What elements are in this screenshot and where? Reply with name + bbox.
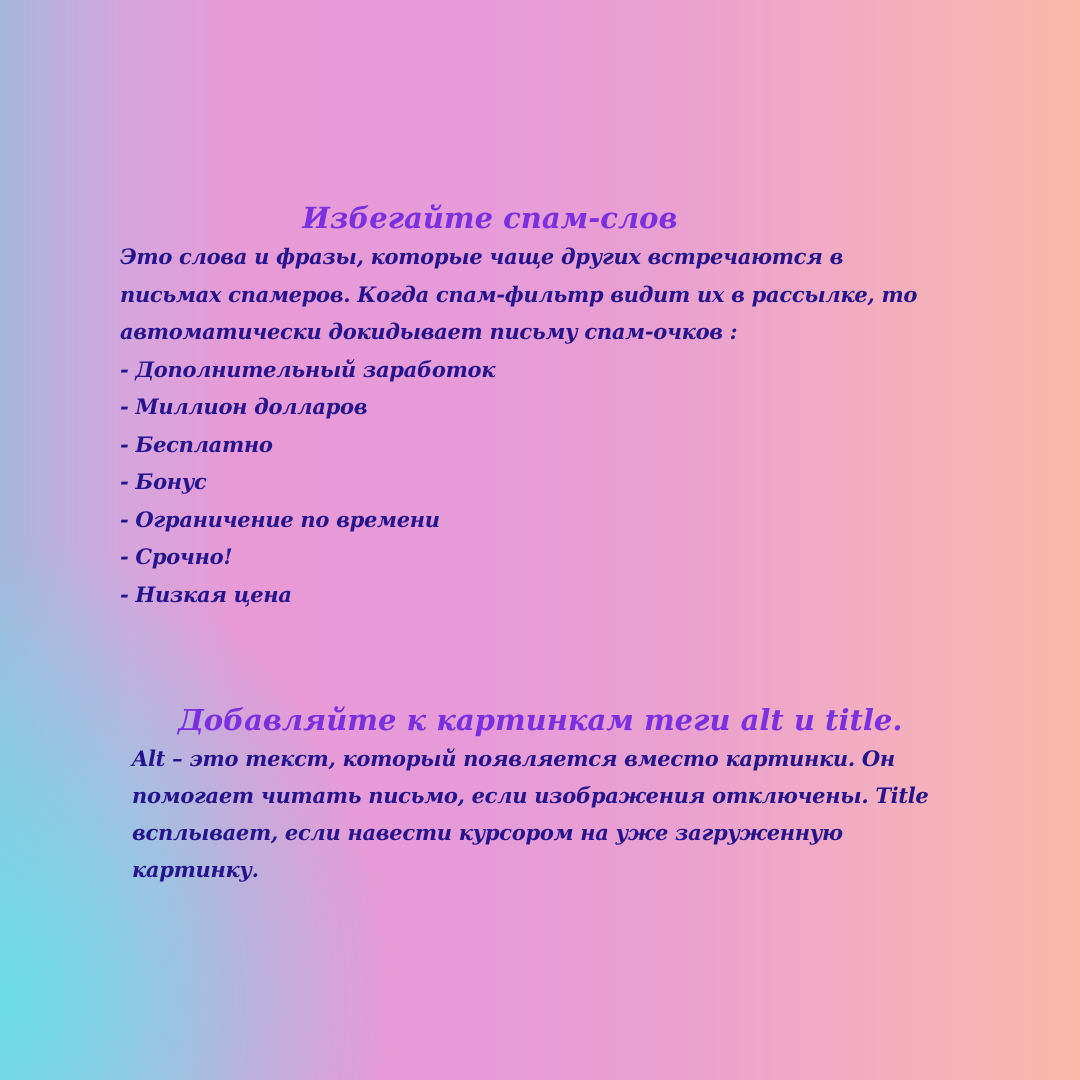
list-item: - Низкая цена <box>120 581 292 607</box>
alt-title-heading: Добавляйте к картинкам теги alt и title. <box>178 703 903 737</box>
intro-line: автоматически докидывает письму спам-очков : <box>120 319 738 344</box>
body-line: Alt – это текст, который появляется вместо картинки. Он <box>132 746 895 771</box>
body-line: картинку. <box>132 857 259 882</box>
list-item: - Срочно! <box>120 544 233 569</box>
intro-line: Это слова и фразы, которые чаще других встречаются в <box>120 244 844 269</box>
spam-words-heading: Избегайте спам-слов <box>302 201 678 235</box>
list-item: - Бонус <box>120 469 207 494</box>
body-line: помогает читать письмо, если изображения отключены. Title <box>132 783 929 808</box>
list-item: - Миллион долларов <box>120 394 368 419</box>
body-line: всплывает, если навести курсором на уже загруженную <box>132 820 843 845</box>
list-item: - Бесплатно <box>120 431 273 457</box>
intro-line: письмах спамеров. Когда спам-фильтр видит их в рассылке, то <box>120 281 918 307</box>
list-item: - Дополнительный заработок <box>120 356 496 382</box>
alt-title-section <box>132 700 992 888</box>
list-item: - Ограничение по времени <box>120 506 440 532</box>
spam-words-section <box>120 198 980 613</box>
